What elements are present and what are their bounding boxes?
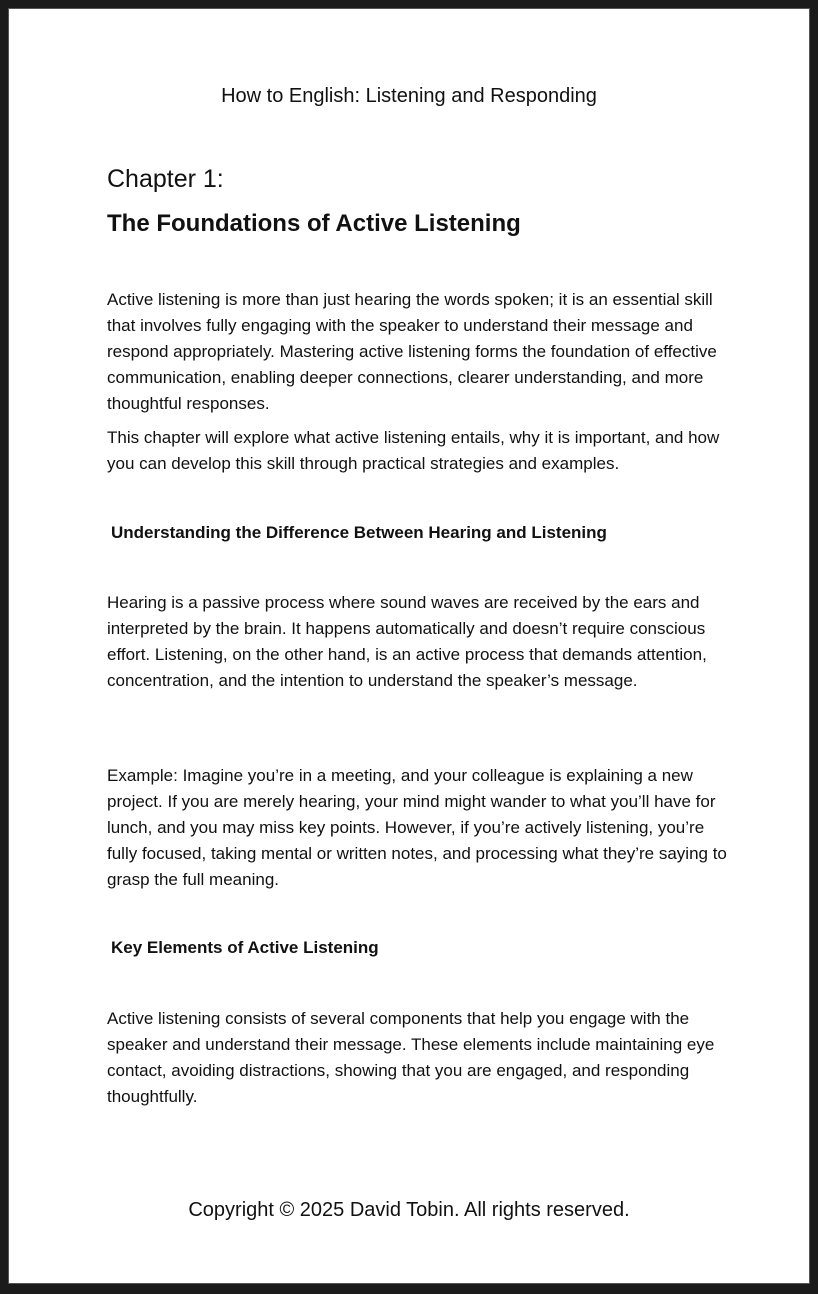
section-heading-key-elements: Key Elements of Active Listening (111, 938, 379, 957)
section-paragraph-key-elements: Active listening consists of several components that help you engage with the speaker and understand their message. These elements include maintaining eye contact, avoiding distractions, showing that you are engaged, and responding thoughtfully. (107, 1009, 715, 1106)
section-paragraph-hearing: Hearing is a passive process where sound waves are received by the ears and interpreted by the brain. It happens automatically and doesn’t require conscious effort. Listening, on the other hand, is an active process that demands attention, concentration, and the intention to understand the speaker’s message. (107, 593, 707, 690)
chapter-title: The Foundations of Active Listening (107, 210, 521, 237)
running-title: How to English: Listening and Responding (221, 85, 597, 107)
document-page (9, 9, 809, 1283)
copyright-footer: Copyright © 2025 David Tobin. All rights reserved. (188, 1199, 630, 1221)
intro-paragraph-1: Active listening is more than just hearing the words spoken; it is an essential skill that involves fully engaging with the speaker to understand their message and respond appropriately. Mastering active listening forms the foundation of effective communication, enabling deeper connections, clearer understanding, and more thoughtful responses. (107, 290, 717, 413)
section-heading-hearing-vs-listening: Understanding the Difference Between Hearing and Listening (111, 523, 607, 542)
section-example-meeting: Example: Imagine you’re in a meeting, and your colleague is explaining a new project. If you are merely hearing, your mind might wander to what you’ll have for lunch, and you may miss key points. However, if you’re actively listening, you’re fully focused, taking mental or written notes, and processing what they’re saying to grasp the full meaning. (107, 766, 727, 889)
chapter-label: Chapter 1: (107, 165, 224, 193)
intro-paragraph-2: This chapter will explore what active listening entails, why it is important, and how you can develop this skill through practical strategies and examples. (107, 428, 720, 473)
